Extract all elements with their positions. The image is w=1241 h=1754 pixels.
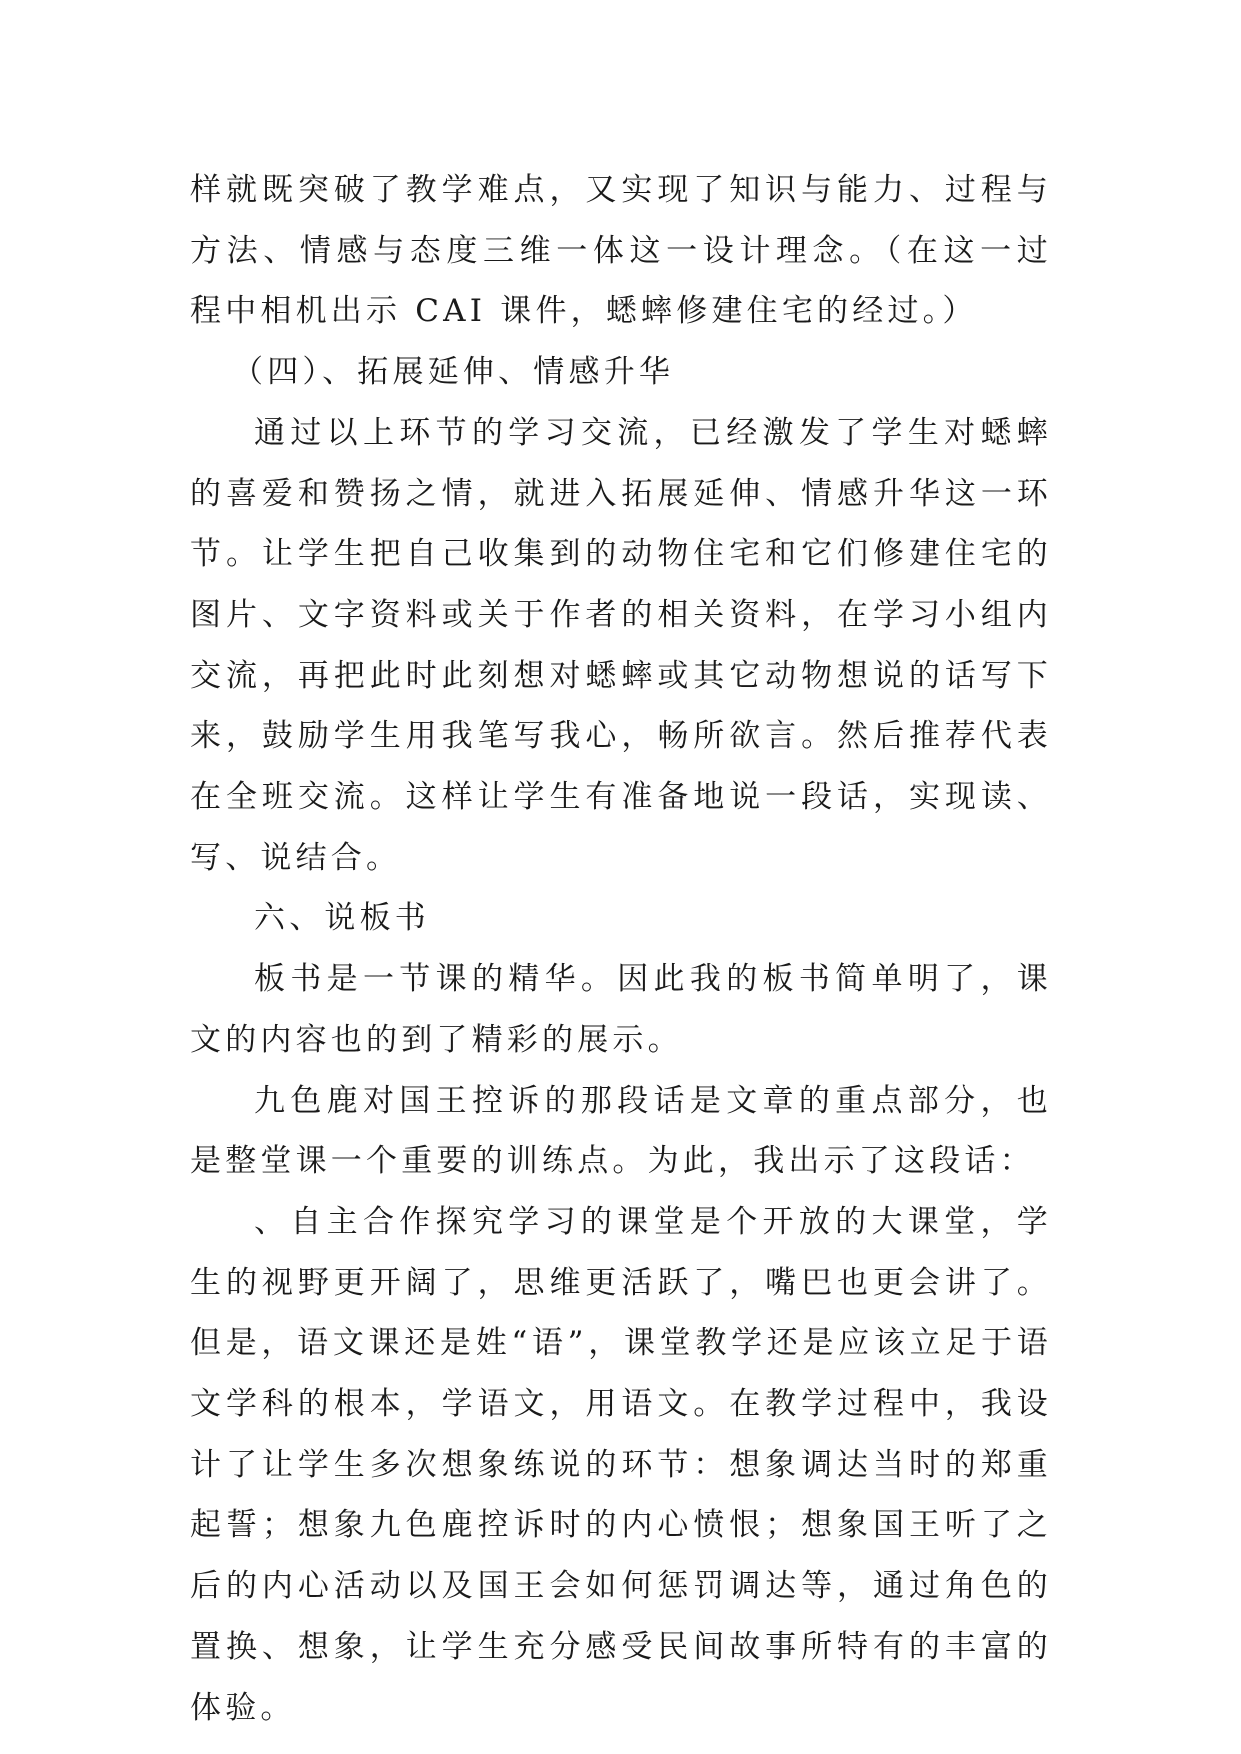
section-heading-extension: （四）、拓展延伸、情感升华 bbox=[232, 354, 675, 391]
paragraph-reflection: 、自主合作探究学习的课堂是个开放的大课堂，学生的视野更开阔了，思维更活跃了，嘴巴也更会讲了。但是，语文课还是姓“语”，课堂教学还是应该立足于语文学科的根本，学语文，用语文。在教学过程中，我设计了让学生多次想象练说的环节：想象调达当时的郑重起誓；想象九色鹿控诉时的内心愤恨；想象国王听了之后的内心活动以及国王会如何惩罚调达等，通过角色的置换、想象，让学生充分感受民间故事所特有的丰富的体验。 bbox=[190, 1203, 1052, 1726]
paragraph-extension: 通过以上环节的学习交流，已经激发了学生对蟋蟀的喜爱和赞扬之情，就进入拓展延伸、情感升华这一环节。让学生把自己收集到的动物住宅和它们修建住宅的图片、文字资料或关于作者的相关资料，在学习小组内交流，再把此时此刻想对蟋蟀或其它动物想说的话写下来，鼓励学生用我笔写我心，畅所欲言。然后推荐代表在全班交流。这样让学生有准备地说一段话，实现读、写、说结合。 bbox=[190, 414, 1052, 876]
document-body bbox=[190, 160, 1052, 1738]
paragraph-key-point: 九色鹿对国王控诉的那段话是文章的重点部分，也是整堂课一个重要的训练点。为此，我出示了这段话： bbox=[190, 1082, 1052, 1180]
paragraph-continuation: 样就既突破了教学难点，又实现了知识与能力、过程与方法、情感与态度三维一体这一设计理念。（在这一过程中相机出示 CAI 课件，蟋蟀修建住宅的经过。） bbox=[190, 172, 1052, 330]
paragraph-blackboard: 板书是一节课的精华。因此我的板书简单明了，课文的内容也的到了精彩的展示。 bbox=[190, 961, 1052, 1058]
section-heading-blackboard: 六、说板书 bbox=[254, 900, 430, 937]
